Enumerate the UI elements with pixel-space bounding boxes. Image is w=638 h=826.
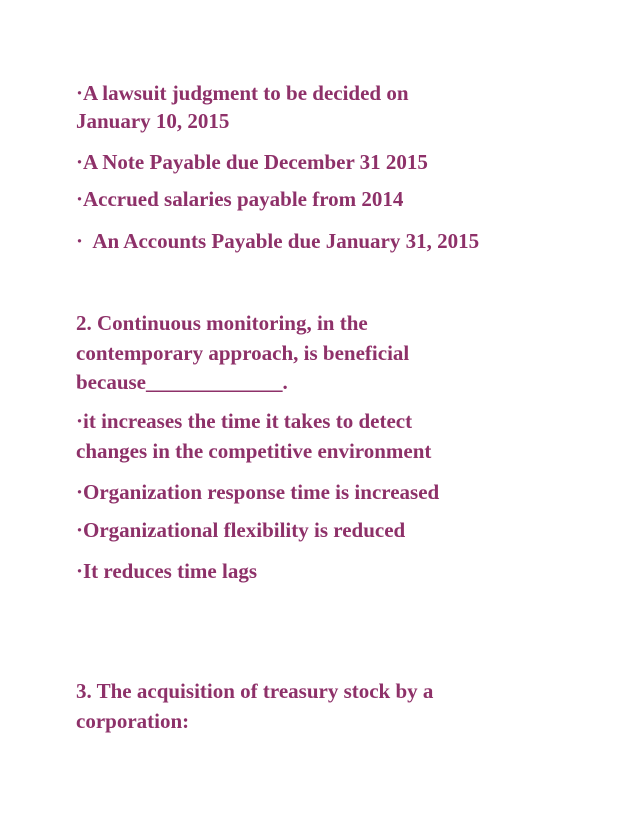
question-3-text: 3. The acquisition of treasury stock by a: [76, 679, 434, 703]
answer-option-accrued-salaries: ·Accrued salaries payable from 2014: [76, 187, 404, 211]
answer-option-flexibility: ·Organizational flexibility is reduced: [76, 518, 406, 542]
answer-option-increases-time-continued: changes in the competitive environment: [76, 439, 432, 463]
answer-option-increases-time: ·it increases the time it takes to detect: [76, 409, 413, 433]
answer-option-accounts-payable: · An Accounts Payable due January 31, 2015: [76, 229, 480, 253]
answer-option-response-time: ·Organization response time is increased: [76, 480, 440, 504]
answer-option-time-lags: ·It reduces time lags: [76, 559, 258, 583]
answer-option-note-payable: ·A Note Payable due December 31 2015: [76, 150, 428, 174]
question-2-text-continued: contemporary approach, is beneficial: [76, 341, 410, 365]
answer-option-lawsuit-judgment-continued: January 10, 2015: [76, 109, 230, 133]
answer-option-lawsuit-judgment: ·A lawsuit judgment to be decided on: [76, 81, 409, 105]
question-3-text-continued: corporation:: [76, 709, 190, 733]
question-2-text: 2. Continuous monitoring, in the: [76, 311, 368, 335]
question-2-text-blank: because_____________.: [76, 370, 288, 394]
